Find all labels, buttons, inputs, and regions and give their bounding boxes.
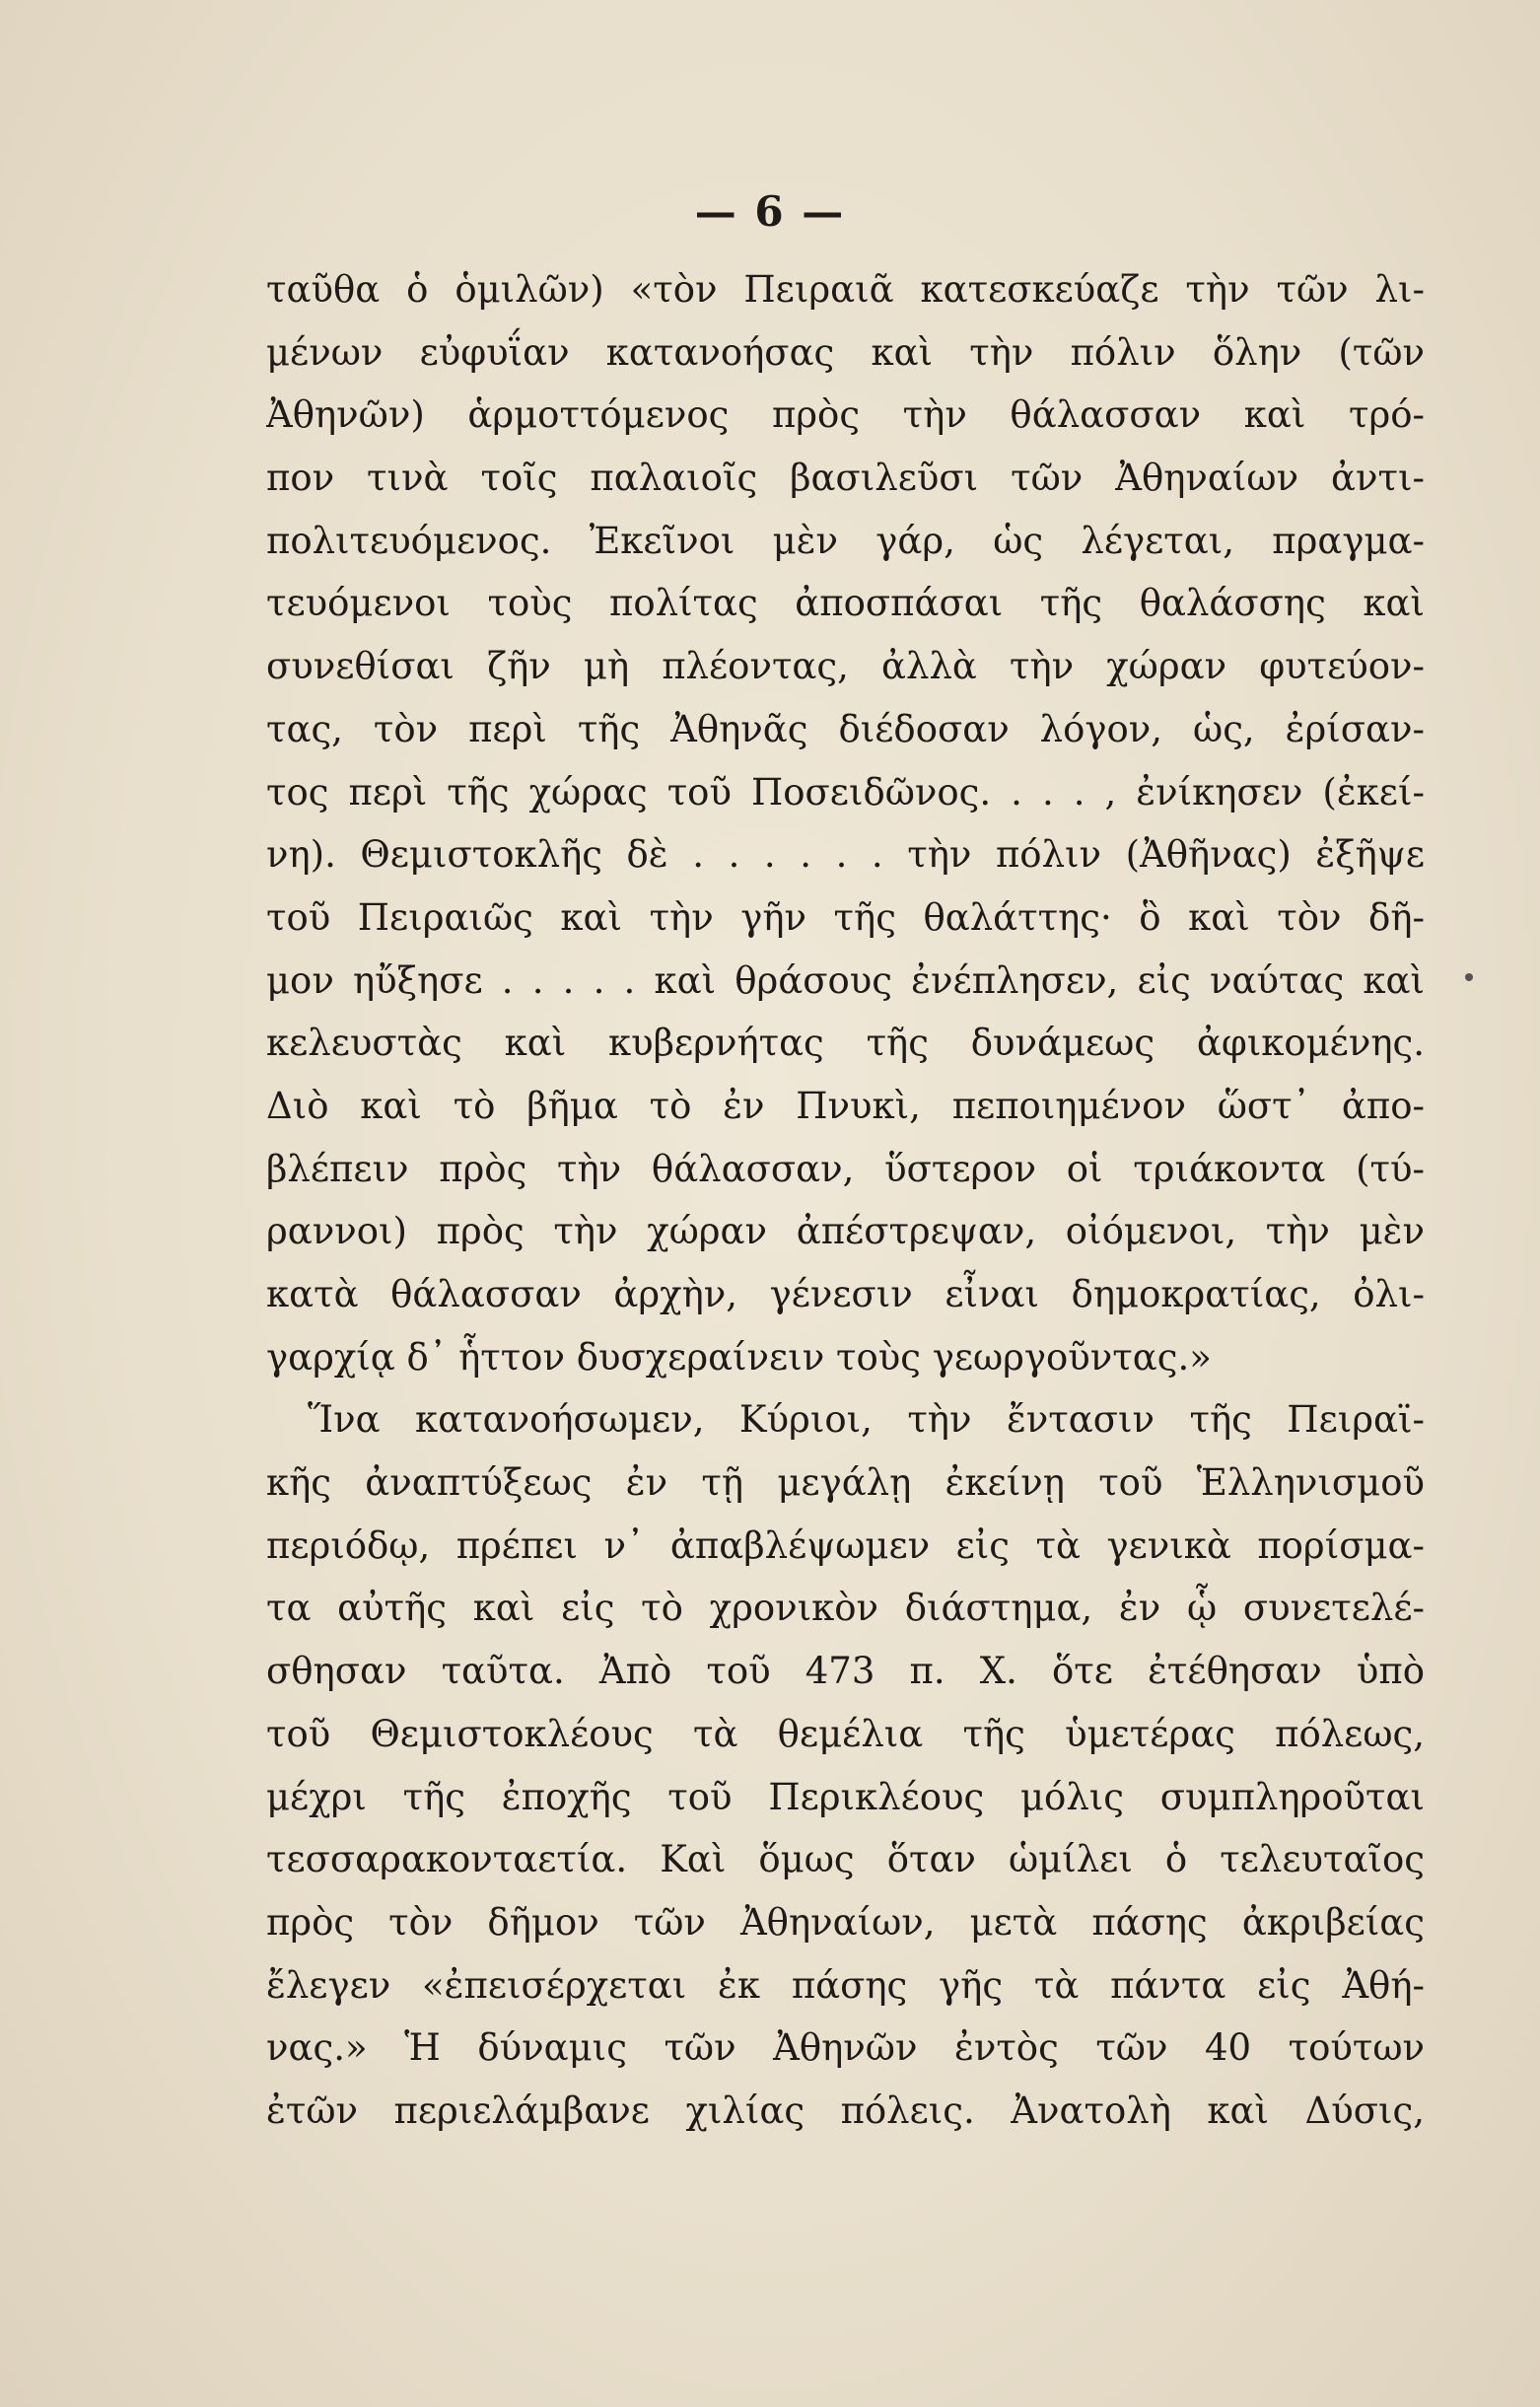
paragraph-start-line: Ἵνα κατανοήσωμεν, Κύριοι, τὴν ἔντασιν τῆς Πειραϊ-	[308, 1398, 1425, 1442]
text-line: τοῦ Θεμιστοκλέους τὰ θεμέλια τῆς ὑμετέρας πόλεως,	[266, 1712, 1425, 1755]
text-line: πολιτευόμενος. Ἐκεῖνοι μὲν γάρ, ὡς λέγεται, πραγμα-	[266, 519, 1425, 562]
text-line: σθησαν ταῦτα. Ἀπὸ τοῦ 473 π. Χ. ὅτε ἐτέθησαν ὑπὸ	[266, 1650, 1425, 1693]
text-line: τα αὐτῆς καὶ εἰς τὸ χρονικὸν διάστημα, ἐν ᾧ συνετελέ-	[266, 1587, 1425, 1630]
text-line: γαρχίᾳ δ᾽ ἧττον δυσχεραίνειν τοὺς γεωργοῦντας.»	[266, 1335, 1212, 1379]
text-line: ραννοι) πρὸς τὴν χώραν ἀπέστρεψαν, οἰόμενοι, τὴν μὲν	[266, 1210, 1425, 1253]
text-line: κατὰ θάλασσαν ἀρχὴν, γένεσιν εἶναι δημοκρατίας, ὀλι-	[266, 1273, 1425, 1315]
body-text	[266, 258, 1425, 2143]
text-line: τεσσαρακονταετία. Καὶ ὅμως ὅταν ὡμίλει ὁ τελευταῖος	[266, 1838, 1425, 1881]
text-line: μένων εὐφυΐαν κατανοήσας καὶ τὴν πόλιν ὅλην (τῶν	[266, 330, 1425, 374]
text-line: μέχρι τῆς ἐποχῆς τοῦ Περικλέους μόλις συμπληροῦται	[266, 1775, 1425, 1818]
text-line: τευόμενοι τοὺς πολίτας ἀποσπάσαι τῆς θαλάσσης καὶ	[266, 582, 1425, 625]
text-line: κῆς ἀναπτύξεως ἐν τῇ μεγάλῃ ἐκείνῃ τοῦ Ἑλληνισμοῦ	[266, 1461, 1425, 1505]
text-line: Ἀθηνῶν) ἁρμοττόμενος πρὸς τὴν θάλασσαν καὶ τρό-	[266, 393, 1425, 437]
text-line: πρὸς τὸν δῆμον τῶν Ἀθηναίων, μετὰ πάσης ἀκριβείας	[266, 1900, 1425, 1944]
text-line: ἐτῶν περιελάμβανε χιλίας πόλεις. Ἀνατολὴ καὶ Δύσις,	[266, 2088, 1425, 2132]
text-line: τος περὶ τῆς χώρας τοῦ Ποσειδῶνος. . . . , ἐνίκησεν (ἐκεί-	[266, 770, 1425, 814]
text-line: τας, τὸν περὶ τῆς Ἀθηνᾶς διέδοσαν λόγον, ὡς, ἐρίσαν-	[266, 707, 1425, 750]
text-line: Διὸ καὶ τὸ βῆμα τὸ ἐν Πνυκὶ, πεποιημένον ὥστ᾽ ἀπο-	[266, 1084, 1425, 1127]
page-number: — 6 —	[694, 187, 846, 236]
text-line: περιόδῳ, πρέπει ν᾽ ἀπαβλέψωμεν εἰς τὰ γενικὰ πορίσμα-	[266, 1523, 1425, 1567]
text-line: πον τινὰ τοῖς παλαιοῖς βασιλεῦσι τῶν Ἀθηναίων ἀντι-	[266, 457, 1425, 500]
text-line: νας.» Ἡ δύναμις τῶν Ἀθηνῶν ἐντὸς τῶν 40 τούτων	[266, 2026, 1425, 2070]
text-line: μον ηὔξησε . . . . . καὶ θράσους ἐνέπλησεν, εἰς ναύτας καὶ	[266, 958, 1425, 1002]
text-line: νη). Θεμιστοκλῆς δὲ . . . . . . τὴν πόλιν (Ἀθῆνας) ἐξῆψε	[266, 833, 1425, 877]
text-line: κελευστὰς καὶ κυβερνήτας τῆς δυνάμεως ἀφικομένης.	[266, 1022, 1425, 1065]
text-line: βλέπειν πρὸς τὴν θάλασσαν, ὕστερον οἱ τριάκοντα (τύ-	[266, 1147, 1425, 1190]
margin-mark	[1465, 973, 1473, 981]
text-line: τοῦ Πειραιῶς καὶ τὴν γῆν τῆς θαλάττης· ὃ καὶ τὸν δῆ-	[266, 895, 1425, 939]
text-line: ταῦθα ὁ ὁμιλῶν) «τὸν Πειραιᾶ κατεσκεύαζε τὴν τῶν λι-	[266, 268, 1425, 311]
text-line: συνεθίσαι ζῆν μὴ πλέοντας, ἀλλὰ τὴν χώραν φυτεύον-	[266, 645, 1425, 688]
text-line: ἔλεγεν «ἐπεισέρχεται ἐκ πάσης γῆς τὰ πάντα εἰς Ἀθή-	[266, 1963, 1425, 2007]
